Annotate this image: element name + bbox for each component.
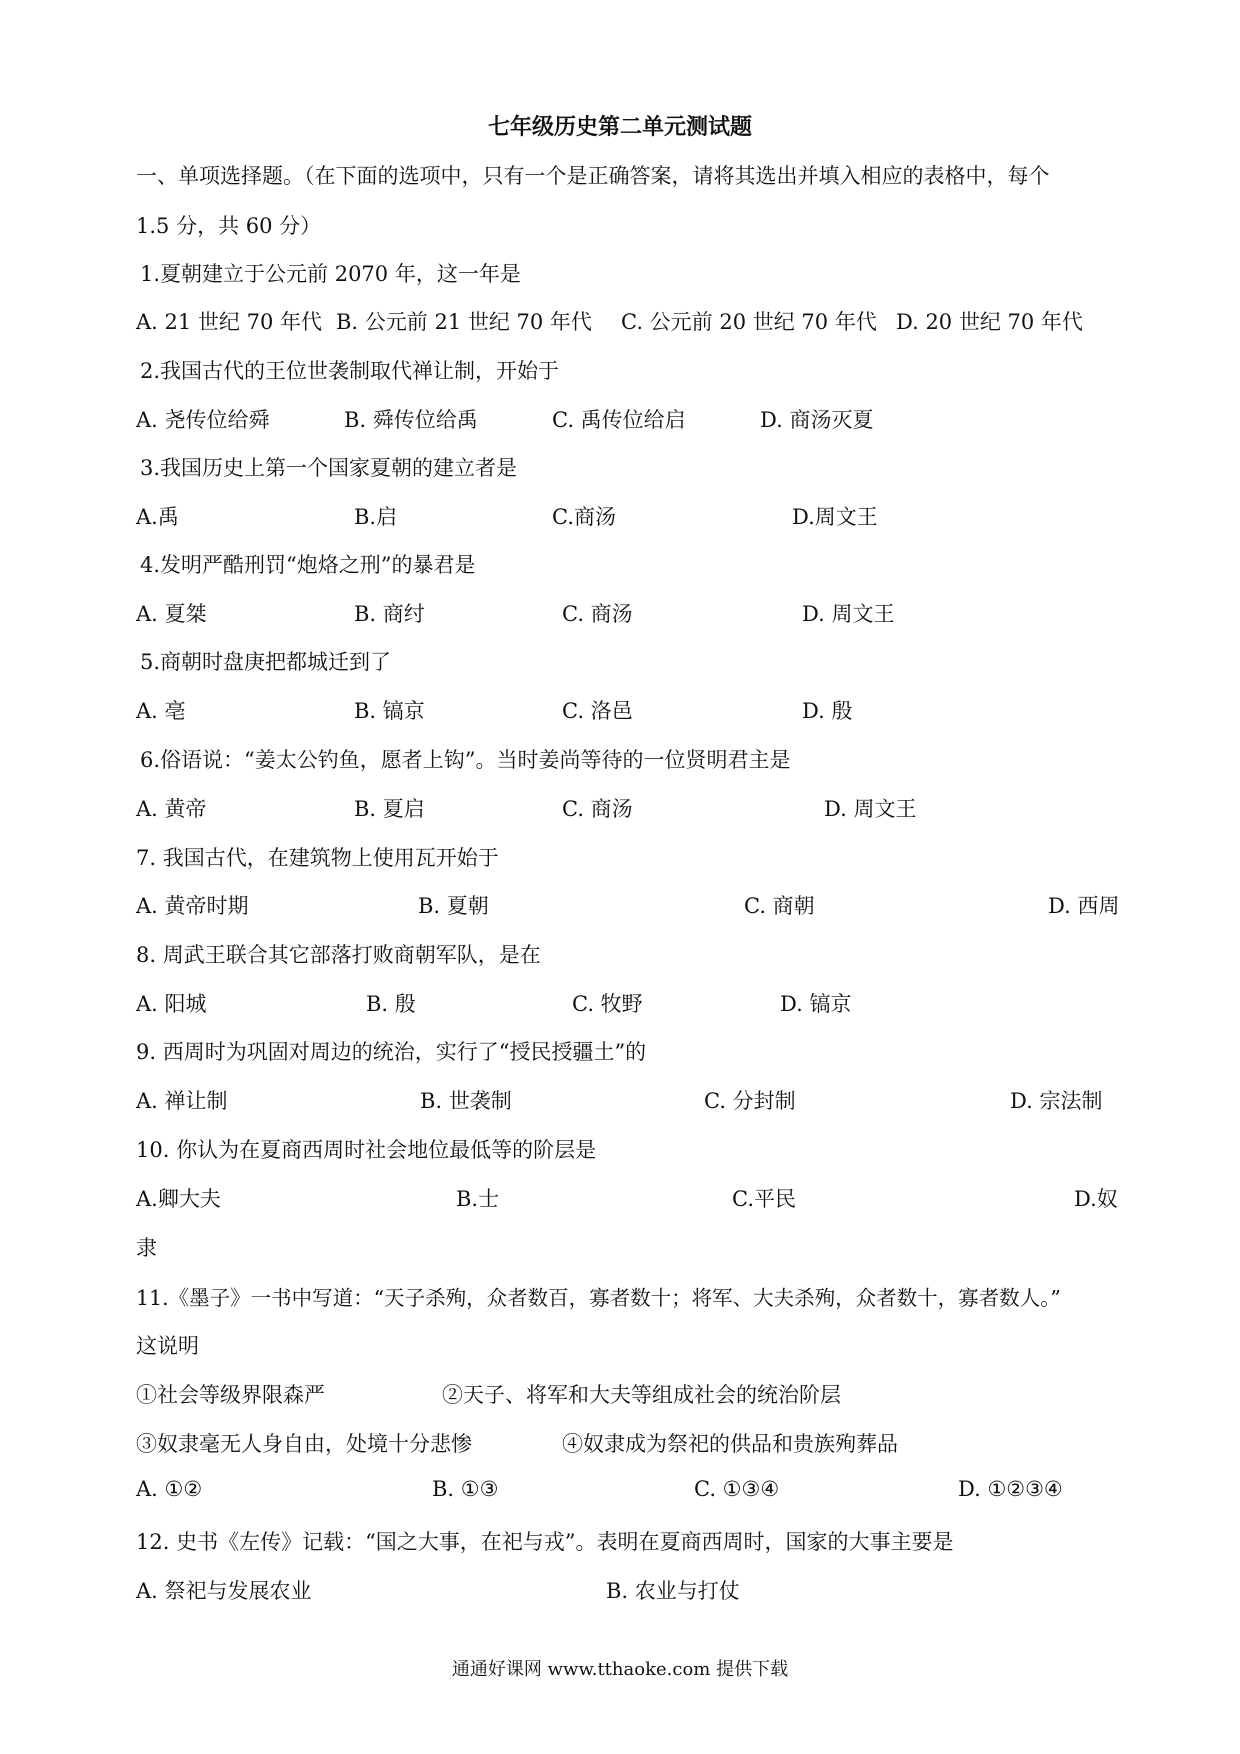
question-9: 9. 西周时为巩固对周边的统治，实行了“授民授疆土”的 [136, 1040, 647, 1064]
question-12: 12. 史书《左传》记载：“国之大事，在祀与戎”。表明在夏商西周时，国家的大事主要是 [136, 1530, 954, 1554]
question-6: 6.俗语说：“姜太公钓鱼，愿者上钩”。当时姜尚等待的一位贤明君主是 [140, 748, 791, 772]
statement-2: ②天子、将军和大夫等组成社会的统治阶层 [442, 1383, 841, 1407]
question-11: 11.《墨子》一书中写道：“天子杀殉，众者数百，寡者数十；将军、大夫杀殉，众者数十，寡者数人。” [136, 1286, 1061, 1310]
option-b: B.启 [354, 505, 398, 529]
option-d: D. 殷 [802, 699, 853, 723]
option-a: A. 21 世纪 70 年代 [136, 310, 322, 334]
question-1: 1.夏朝建立于公元前 2070 年，这一年是 [140, 262, 521, 286]
question-4: 4.发明严酷刑罚“炮烙之刑”的暴君是 [140, 553, 476, 577]
option-a: A.卿大夫 [136, 1187, 221, 1211]
option-a: A. 黄帝时期 [136, 894, 249, 918]
question-8: 8. 周武王联合其它部落打败商朝军队，是在 [136, 943, 541, 967]
question-3: 3.我国历史上第一个国家夏朝的建立者是 [140, 456, 518, 480]
option-a: A. 黄帝 [136, 797, 207, 821]
section-heading-cont: 1.5 分，共 60 分） [136, 214, 322, 238]
option-c: C. 分封制 [704, 1089, 796, 1113]
option-c: C.商汤 [552, 505, 616, 529]
option-c: C. 商朝 [744, 894, 815, 918]
option-d: D. 周文王 [824, 797, 917, 821]
option-c: C.平民 [732, 1187, 796, 1211]
option-d: D. 20 世纪 70 年代 [896, 310, 1083, 334]
option-b: B. 镐京 [354, 699, 425, 723]
option-b: B. 夏朝 [418, 894, 489, 918]
option-d: D. 西周 [1048, 894, 1120, 918]
option-b: B. 公元前 21 世纪 70 年代 [336, 310, 592, 334]
option-a: A. 亳 [136, 699, 186, 723]
option-b: B. 商纣 [354, 602, 425, 626]
page-title: 七年级历史第二单元测试题 [487, 114, 752, 140]
option-a: A. 夏桀 [136, 602, 207, 626]
option-c: C. 洛邑 [562, 699, 633, 723]
option-a: A. 尧传位给舜 [136, 408, 270, 432]
option-a: A. 禅让制 [136, 1089, 228, 1113]
option-b: B. 殷 [366, 992, 416, 1016]
option-b: B. 舜传位给禹 [344, 408, 478, 432]
footer-watermark: 通通好课网 www.tthaoke.com 提供下载 [451, 1659, 789, 1680]
option-c: C. 禹传位给启 [552, 408, 686, 432]
option-c: C. 公元前 20 世纪 70 年代 [621, 310, 877, 334]
option-b: B. 农业与打仗 [606, 1579, 740, 1603]
statement-4: ④奴隶成为祭祀的供品和贵族殉葬品 [562, 1432, 898, 1456]
option-d: D.奴 [1074, 1187, 1118, 1211]
option-b: B. 世袭制 [420, 1089, 512, 1113]
option-a: A. 祭祀与发展农业 [136, 1579, 312, 1603]
option-d: D. 宗法制 [1010, 1089, 1103, 1113]
option-d-wrap: 隶 [136, 1236, 157, 1260]
section-heading: 一、单项选择题。（在下面的选项中，只有一个是正确答案，请将其选出并填入相应的表格中，每个 [136, 164, 1050, 188]
question-10: 10. 你认为在夏商西周时社会地位最低等的阶层是 [136, 1138, 597, 1162]
question-11-cont: 这说明 [136, 1334, 199, 1358]
option-b: B. ①③ [432, 1477, 499, 1501]
question-5: 5.商朝时盘庚把都城迁到了 [140, 650, 392, 674]
option-b: B.士 [456, 1187, 500, 1211]
option-d: D.周文王 [792, 505, 878, 529]
question-7: 7. 我国古代，在建筑物上使用瓦开始于 [136, 846, 499, 870]
option-c: C. 商汤 [562, 602, 633, 626]
option-d: D. ①②③④ [958, 1477, 1063, 1501]
option-d: D. 周文王 [802, 602, 895, 626]
option-c: C. 牧野 [572, 992, 643, 1016]
option-b: B. 夏启 [354, 797, 425, 821]
statement-1: ①社会等级界限森严 [136, 1383, 325, 1407]
option-a: A. 阳城 [136, 992, 207, 1016]
statement-3: ③奴隶毫无人身自由，处境十分悲惨 [136, 1432, 472, 1456]
option-c: C. 商汤 [562, 797, 633, 821]
option-d: D. 镐京 [780, 992, 852, 1016]
option-a: A.禹 [136, 505, 179, 529]
option-d: D. 商汤灭夏 [760, 408, 874, 432]
question-2: 2.我国古代的王位世袭制取代禅让制，开始于 [140, 359, 560, 383]
option-a: A. ①② [136, 1477, 203, 1501]
option-c: C. ①③④ [694, 1477, 780, 1501]
